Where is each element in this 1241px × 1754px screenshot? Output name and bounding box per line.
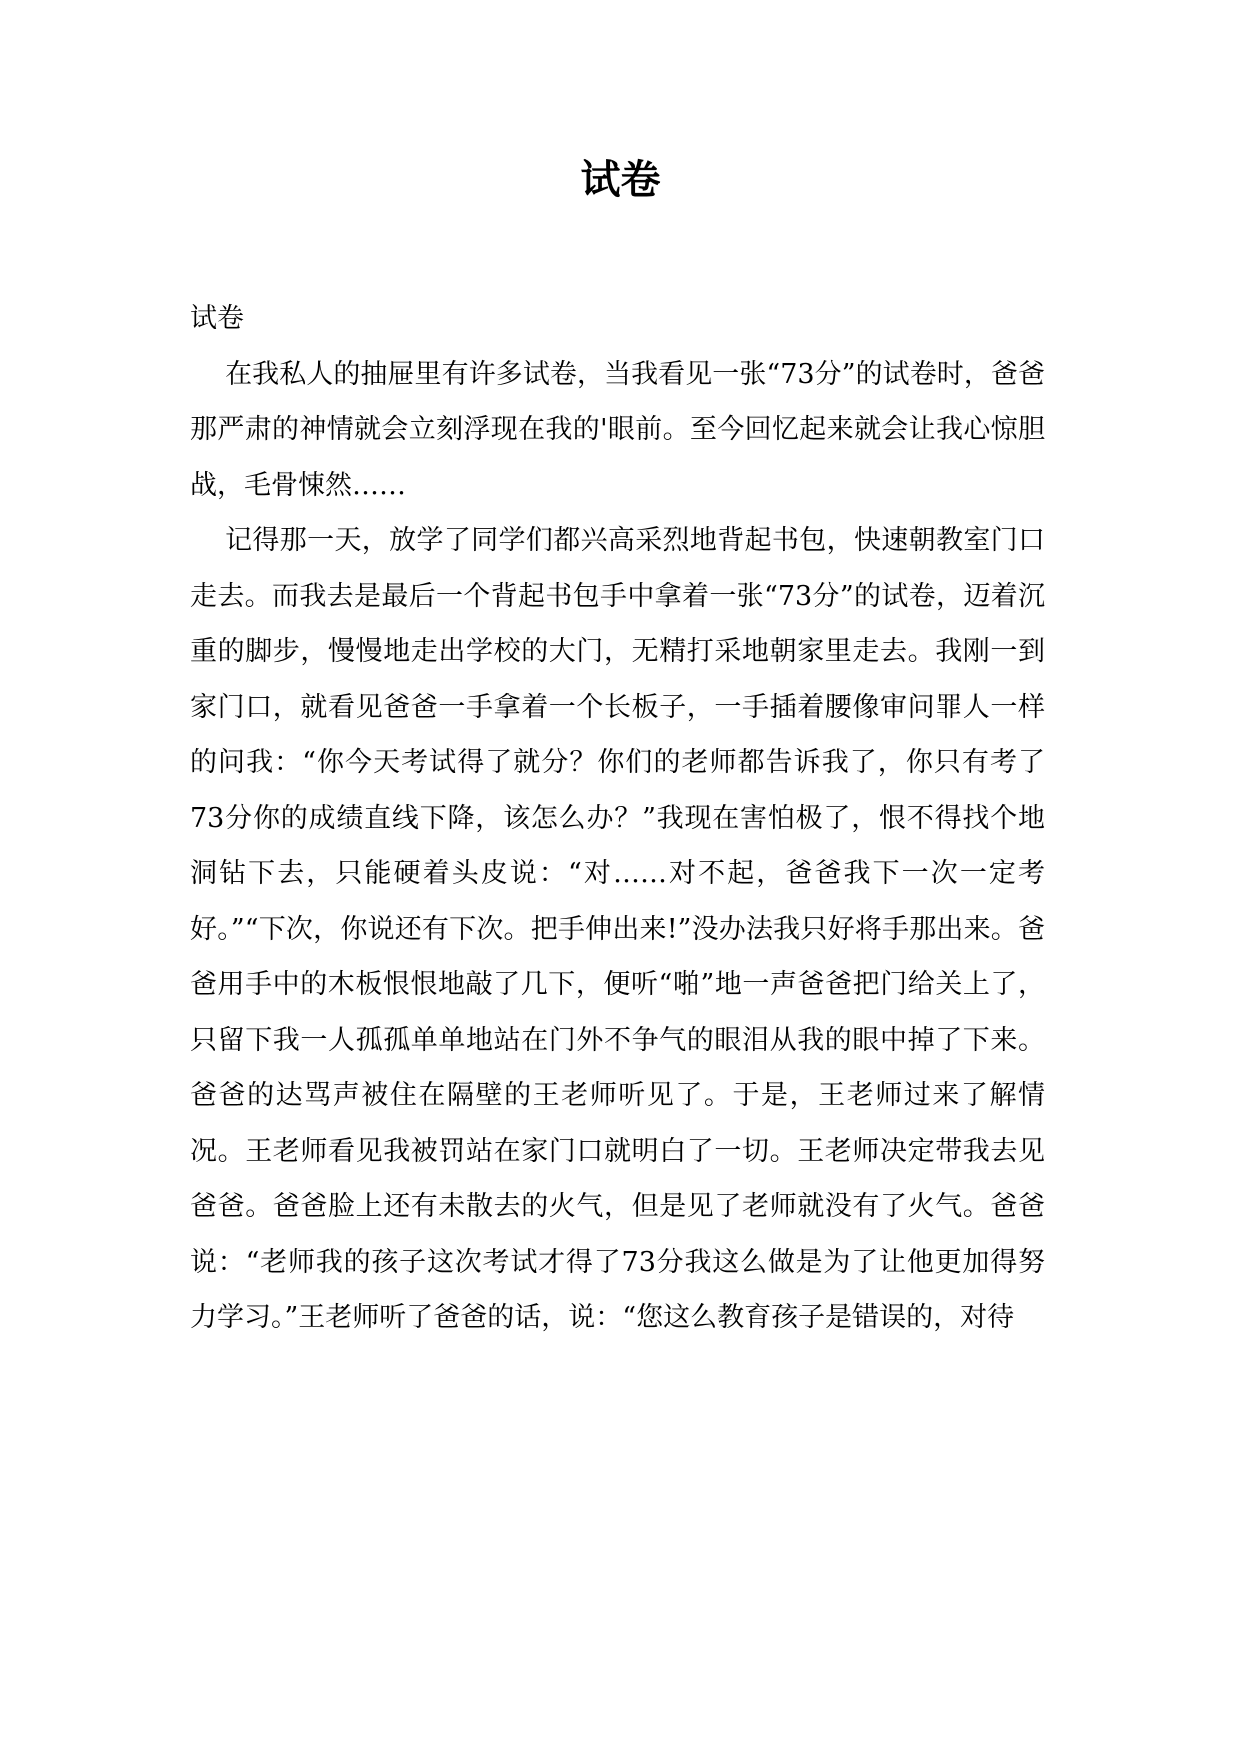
- subtitle-line: 试卷: [190, 303, 244, 334]
- document-body: [190, 291, 1045, 1346]
- document-title: 试卷: [580, 157, 661, 203]
- paragraph-1: 在我私人的抽屉里有许多试卷，当我看见一张“73分”的试卷时，爸爸那严肃的神情就会立刻浮现在我的'眼前。至今回忆起来就会让我心惊胆战，毛骨悚然……: [190, 358, 1045, 501]
- paragraph-2: 记得那一天，放学了同学们都兴高采烈地背起书包，快速朝教室门口走去。而我去是最后一个背起书包手中拿着一张“73分”的试卷，迈着沉重的脚步，慢慢地走出学校的大门，无精打采地朝家里走去。我刚一到家门口，就看见爸爸一手拿着一个长板子，一手插着腰像审问罪人一样的问我：“你今天考试得了就分？你们的老师都告诉我了，你只有考了73分你的成绩直线下降，该怎么办？”我现在害怕极了，恨不得找个地洞钻下去，只能硬着头皮说：“对……对不起，爸爸我下一次一定考好。”“下次，你说还有下次。把手伸出来!”没办法我只好将手那出来。爸爸用手中的木板恨恨地敲了几下，便听“啪”地一声爸爸把门给关上了，只留下我一人孤孤单单地站在门外不争气的眼泪从我的眼中掉了下来。爸爸的达骂声被住在隔壁的王老师听见了。于是，王老师过来了解情况。王老师看见我被罚站在家门口就明白了一切。王老师决定带我去见爸爸。爸爸脸上还有未散去的火气，但是见了老师就没有了火气。爸爸说：“老师我的孩子这次考试才得了73分我这么做是为了让他更加得努力学习。”王老师听了爸爸的话，说：“您这么教育孩子是错误的，对待: [190, 525, 1045, 1333]
